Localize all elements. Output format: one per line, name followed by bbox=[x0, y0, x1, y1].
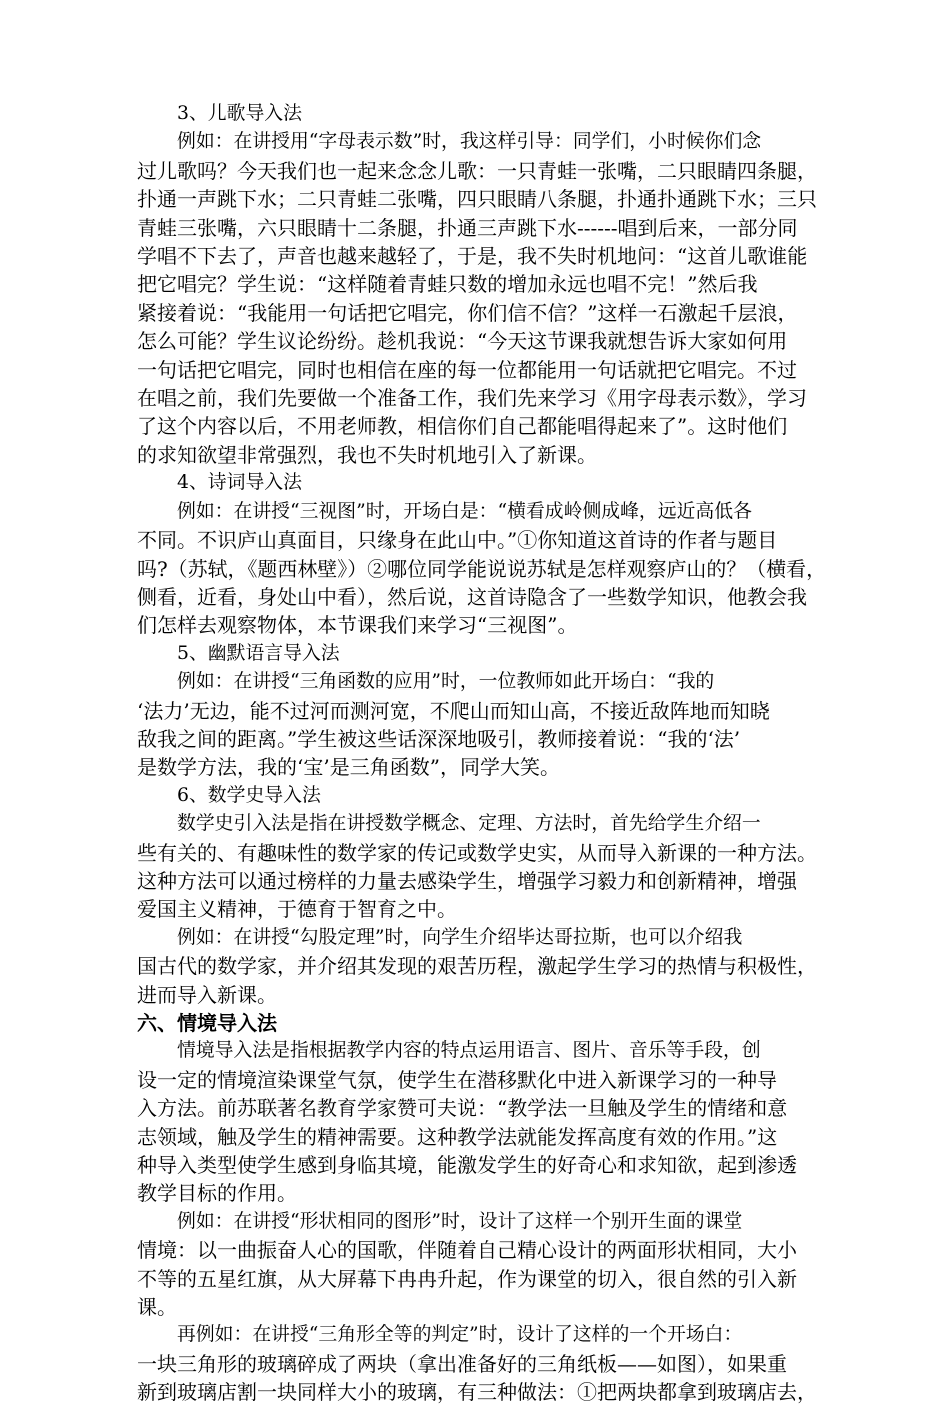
text-line: 例如：在讲授“三视图”时，开场白是：“横看成岭侧成峰，远近高低各 bbox=[177, 500, 752, 522]
text-line: 侧看，近看，身处山中看），然后说，这首诗隐含了一些数学知识，他教会我 bbox=[137, 584, 807, 609]
text-line: 把它唱完？学生说：“这样随着青蛙只数的增加永远也唱不完！”然后我 bbox=[137, 272, 758, 297]
text-line: 紧接着说：“我能用一句话把它唱完，你们信不信？”这样一石激起千层浪， bbox=[137, 300, 798, 325]
text-line: 种导入类型使学生感到身临其境，能激发学生的好奇心和求知欲，起到渗透 bbox=[137, 1153, 797, 1178]
text-line: 在唱之前，我们先要做一个准备工作，我们先来学习《用字母表示数》，学习 bbox=[137, 386, 807, 411]
text-line: 例如：在讲授“三角函数的应用”时，一位教师如此开场白：“我的 bbox=[177, 671, 715, 693]
text-line: 些有关的、有趣味性的数学家的传记或数学史实，从而导入新课的一种方法。 bbox=[137, 840, 817, 865]
text-line: 3、儿歌导入法 bbox=[177, 103, 302, 124]
text-line: 例如：在讲授“形状相同的图形”时，设计了这样一个别开生面的课堂 bbox=[177, 1210, 743, 1232]
text-line: 设一定的情境渲染课堂气氛，使学生在潜移默化中进入新课学习的一种导 bbox=[137, 1067, 777, 1092]
text-line: 这种方法可以通过榜样的力量去感染学生，增强学习毅力和创新精神，增强 bbox=[137, 868, 797, 893]
text-line: 过儿歌吗？今天我们也一起来念念儿歌：一只青蛙一张嘴，二只眼睛四条腿， bbox=[137, 158, 817, 183]
text-line: 怎么可能？学生议论纷纷。趁机我说：“今天这节课我就想告诉大家如何用 bbox=[137, 329, 788, 354]
document-page bbox=[137, 100, 827, 1407]
text-line: 扑通一声跳下水；二只青蛙二张嘴，四只眼睛八条腿，扑通扑通跳下水；三只 bbox=[137, 187, 817, 212]
text-line: 敌我之间的距离。”学生被这些话深深地吸引，教师接着说：“我的‘法’ bbox=[137, 726, 741, 751]
text-line: 数学史引入法是指在讲授数学概念、定理、方法时，首先给学生介绍一 bbox=[177, 813, 761, 835]
text-line: 了这个内容以后，不用老师教，相信你们自己都能唱得起来了”。这时他们 bbox=[137, 414, 788, 439]
text-line: 们怎样去观察物体，本节课我们来学习“三视图”。 bbox=[137, 613, 578, 638]
text-line: 再例如：在讲授“三角形全等的判定”时，设计了这样的一个开场白： bbox=[177, 1324, 743, 1346]
text-line: 的求知欲望非常强烈，我也不失时机地引入了新课。 bbox=[137, 442, 597, 467]
section-heading: 六、情境导入法 bbox=[137, 1011, 277, 1035]
text-line: 国古代的数学家，并介绍其发现的艰苦历程，激起学生学习的热情与积极性， bbox=[137, 954, 817, 979]
text-line: 新到玻璃店割一块同样大小的玻璃，有三种做法：①把两块都拿到玻璃店去， bbox=[137, 1380, 817, 1405]
text-line: 一块三角形的玻璃碎成了两块（拿出准备好的三角纸板——如图），如果重 bbox=[137, 1351, 787, 1376]
text-line: 教学目标的作用。 bbox=[137, 1181, 297, 1206]
text-line: 例如：在讲授用“字母表示数”时，我这样引导：同学们，小时候你们念 bbox=[177, 131, 762, 153]
text-line: 不同。不识庐山真面目，只缘身在此山中。”①你知道这首诗的作者与题目 bbox=[137, 528, 778, 553]
text-line: 例如：在讲授“勾股定理”时，向学生介绍毕达哥拉斯，也可以介绍我 bbox=[177, 926, 743, 948]
text-line: 学唱不下去了，声音也越来越轻了，于是，我不失时机地问：“这首儿歌谁能 bbox=[137, 244, 808, 269]
text-line: 课。 bbox=[137, 1295, 177, 1320]
text-line: 4、诗词导入法 bbox=[177, 472, 302, 494]
text-line: 情境导入法是指根据教学内容的特点运用语言、图片、音乐等手段，创 bbox=[177, 1040, 761, 1062]
text-line: 不等的五星红旗，从大屏幕下冉冉升起，作为课堂的切入，很自然的引入新 bbox=[137, 1266, 797, 1291]
text-line: 志领域，触及学生的精神需要。这种教学法就能发挥高度有效的作用。”这 bbox=[137, 1124, 778, 1149]
text-line: 进而导入新课。 bbox=[137, 982, 277, 1007]
text-line: 吗?（苏轼，《题西林壁》）②哪位同学能说说苏轼是怎样观察庐山的？（横看， bbox=[137, 556, 827, 581]
text-line: 一句话把它唱完，同时也相信在座的每一位都能用一句话就把它唱完。不过 bbox=[137, 357, 797, 382]
text-line: 5、幽默语言导入法 bbox=[177, 642, 340, 664]
text-line: 情境：以一曲振奋人心的国歌，伴随着自己精心设计的两面形状相同，大小 bbox=[137, 1238, 797, 1263]
text-line: 是数学方法，我的‘宝’是三角函数”，同学大笑。 bbox=[137, 755, 560, 780]
text-line: 入方法。前苏联著名教育学家赞可夫说：“教学法一旦触及学生的情绪和意 bbox=[137, 1096, 788, 1121]
text-line: 6、数学史导入法 bbox=[177, 784, 321, 806]
text-line: ‘法力’无边，能不过河而测河宽，不爬山而知山高，不接近敌阵地而知晓 bbox=[137, 698, 770, 723]
text-line: 青蛙三张嘴，六只眼睛十二条腿，扑通三声跳下水------唱到后来，一部分同 bbox=[137, 215, 798, 240]
text-line: 爱国主义精神，于德育于智育之中。 bbox=[137, 897, 457, 922]
